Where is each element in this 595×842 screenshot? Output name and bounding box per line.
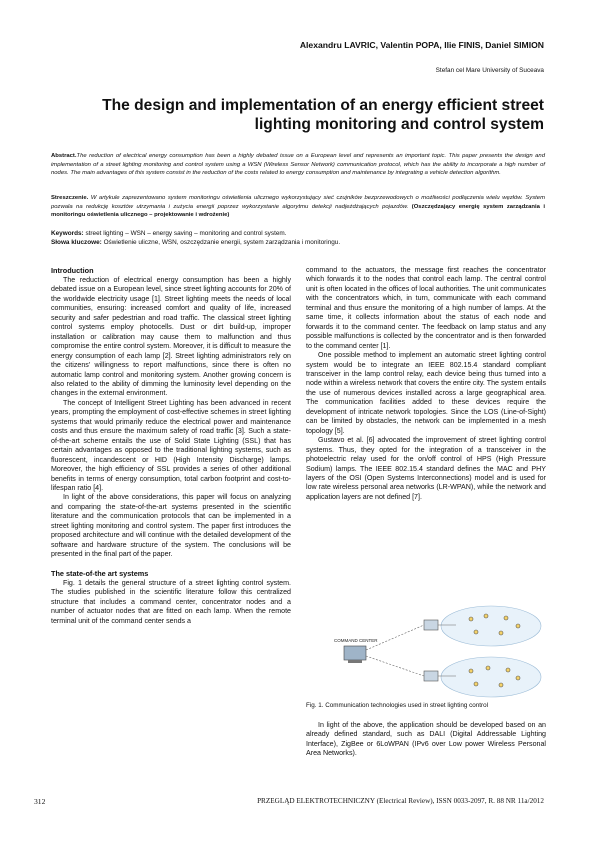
left-column xyxy=(51,266,291,626)
paragraph: The concept of Intelligent Street Lighting has been advanced in recent years, prompting the employment of cost-effective schemes in street lighting systems that would primarily reduce the electrical power and maintenance costs and thus ensure the maximum safety of road traffic [3]. Such a state-of-the-art scheme entails the use of Solid State Lighting (SSL) that has certain advantages as opposed to the traditional lighting systems, such as fluorescent, incandescent or HID (High Intensity Discharge) lamps. Moreover, the high efficiency of SSL provides a series of other additional benefits in terms of energy consumption, total carbon footprint and cost-to-lifespan ratio [4]. xyxy=(51,398,291,492)
command-center-label: COMMAND CENTER xyxy=(334,638,378,643)
page-number: 312 xyxy=(34,797,46,806)
streszczenie xyxy=(51,194,545,220)
abstract-text: The reduction of electrical energy consumption has been a highly debated issue on a European level and represents an important topic. This paper presents the design and implementation of a street lighting monitoring and control system using a WSN (Wireless Sensor Network) communication protocol, which has the ability to incorporate a high number of nodes. The main advantages of this system consist in the reduction of the costs related to energy consumption and maintenance by integrating a vehicle detection algorithm. xyxy=(51,153,545,177)
right-column xyxy=(306,266,546,502)
street-area-cloud xyxy=(441,606,541,646)
command-center-icon xyxy=(344,646,366,660)
keywords-text-pl: Oświetlenie uliczne, WSN, oszczędzanie energii, system zarządzania i monitoringu. xyxy=(101,238,341,246)
keywords-label-pl: Słowa kluczowe: xyxy=(51,238,102,246)
figure-caption: Fig. 1. Communication technologies used in street lighting control xyxy=(306,702,489,709)
keywords xyxy=(51,230,545,247)
streszczenie-title: (Oszczędzający energię system zarządzania i monitoringu oświetlenia ulicznego – projektowanie i wdrożenie) xyxy=(51,203,545,219)
paragraph: One possible method to implement an automatic street lighting control system would be to integrate an IEEE 802.15.4 standard compliant transceiver in the lamp control relay, each device being thus turned into a node within a wireless network that covers the entire city. The system entails the use of numerous devices installed across a large geographical area. The communication facilities added to these devices require the development of intricate network topologies. Since the LOS (Line-of-Sight) can be limited by obstacles, the network can be implemented in a mesh topology [5]. xyxy=(306,351,546,435)
paragraph: The reduction of electrical energy consumption has been a highly debated issue on a European level, since street lighting accounts for 20% of the worldwide electricity usage [1]. Street lighting meets the needs of local communities, ensuring: increased comfort and quality of life, increased security and safer pedestrian and road traffic. The classical street lighting control systems employ photocells. Dust or dirt build-up, improper installation or calibration may cause them to malfunction and thus compromise the entire control system. Moreover, it is difficult to measure the energy consumption of each lamp [2]. Street lighting administrators rely on the citizens' willingness to report malfunctions, since there is often no automatic lamp control and monitoring system. Another growing concern is also related to the ability of dimming the luminosity level depending on the changes in the external environment. xyxy=(51,276,291,398)
right-column-after-figure xyxy=(306,721,546,759)
street-area-cloud xyxy=(441,657,541,697)
authors: Alexandru LAVRIC, Valentin POPA, Ilie FINIS, Daniel SIMION xyxy=(299,40,544,50)
concentrator-icon xyxy=(424,620,438,630)
paragraph: command to the actuators, the message first reaches the concentrator which forwards it to the nodes that control each lamp. The central control unit is often located in the offices of local authorities. The unit communicates with the concentrators which, in turn, communicate with each command terminal and thus ensure the monitoring of a high number of lamps. At the same time, it collects information about the status of each node and forwards it to the command center. The feedback on lamp status and any possible malfunctions is collected by the concentrator and is then forwarded to the command center [1]. xyxy=(306,266,546,350)
streszczenie-label: Streszczenie. xyxy=(51,195,89,201)
abstract xyxy=(51,152,545,178)
section-heading-state-of-the-art: The state-of-the art systems xyxy=(51,569,149,579)
journal-footer: PRZEGLĄD ELEKTROTECHNICZNY (Electrical Review), ISSN 0033-2097, R. 88 NR 11a/2012 xyxy=(257,797,544,805)
link-line xyxy=(366,656,424,676)
paper-title: The design and implementation of an energy efficient street lighting monitoring and control system xyxy=(102,97,544,133)
figure-communication-diagram xyxy=(306,604,546,700)
streszczenie-text: W artykule zaprezentowano system monitoringu oświetlenia ulicznego wykorzystujący sieć czujników bezprzewodowych o możliwości podłączenia wielu węzłów. System pozwala na redukcję kosztów utrzymania i zużycia energii poprzez wykorzystanie algorytmu detekcji nadjeżdżających pojazdów. xyxy=(51,195,545,210)
section-heading-introduction: Introduction xyxy=(51,266,94,275)
paragraph: Fig. 1 details the general structure of a street lighting control system. The studies published in the scientific literature follow this centralized structure that includes a command center, concentrator nodes and a number of actuator nodes that are fitted on each lamp. When the remote terminal unit of the command center sends a xyxy=(51,579,291,625)
network-diagram xyxy=(306,604,546,700)
paragraph: Gustavo et al. [6] advocated the improvement of street lighting control systems. Thus, they opted for the integration of a transceiver in the photoelectric relay used for the on/off control of HPS (High Pressure Sodium) lamps. The IEEE 802.15.4 standard defines the MAC and PHY layers of the OSI (Open Systems Interconnections) model and is used for low rate wireless personal area networks (LR-WPAN), while the network and application layers are not defined [7]. xyxy=(306,436,546,501)
concentrator-icon xyxy=(424,671,438,681)
monitor-stand-icon xyxy=(348,660,362,663)
paragraph: In light of the above considerations, this paper will focus on analyzing and comparing the state-of-the-art systems presented in the scientific literature and the communication protocols that can be implemented in a street lighting monitoring and control system. The paper first introduces the proposed architecture and will continue with the detailed development of the software and hardware structure of the system. The conclusions will be presented in the final part of the paper. xyxy=(51,493,291,559)
affiliation: Stefan cel Mare University of Suceava xyxy=(435,67,544,74)
paragraph: In light of the above, the application should be developed based on an already defined standard, such as DALI (Digital Addressable Lighting Interface), ZigBee or 6LoWPAN (IPv6 over Low power Wireless Personal Area Networks). xyxy=(306,721,546,758)
keywords-label-en: Keywords: xyxy=(51,230,84,237)
abstract-label: Abstract. xyxy=(51,153,77,159)
keywords-text-en: street lighting – WSN – energy saving – monitoring and control system. xyxy=(83,230,287,237)
